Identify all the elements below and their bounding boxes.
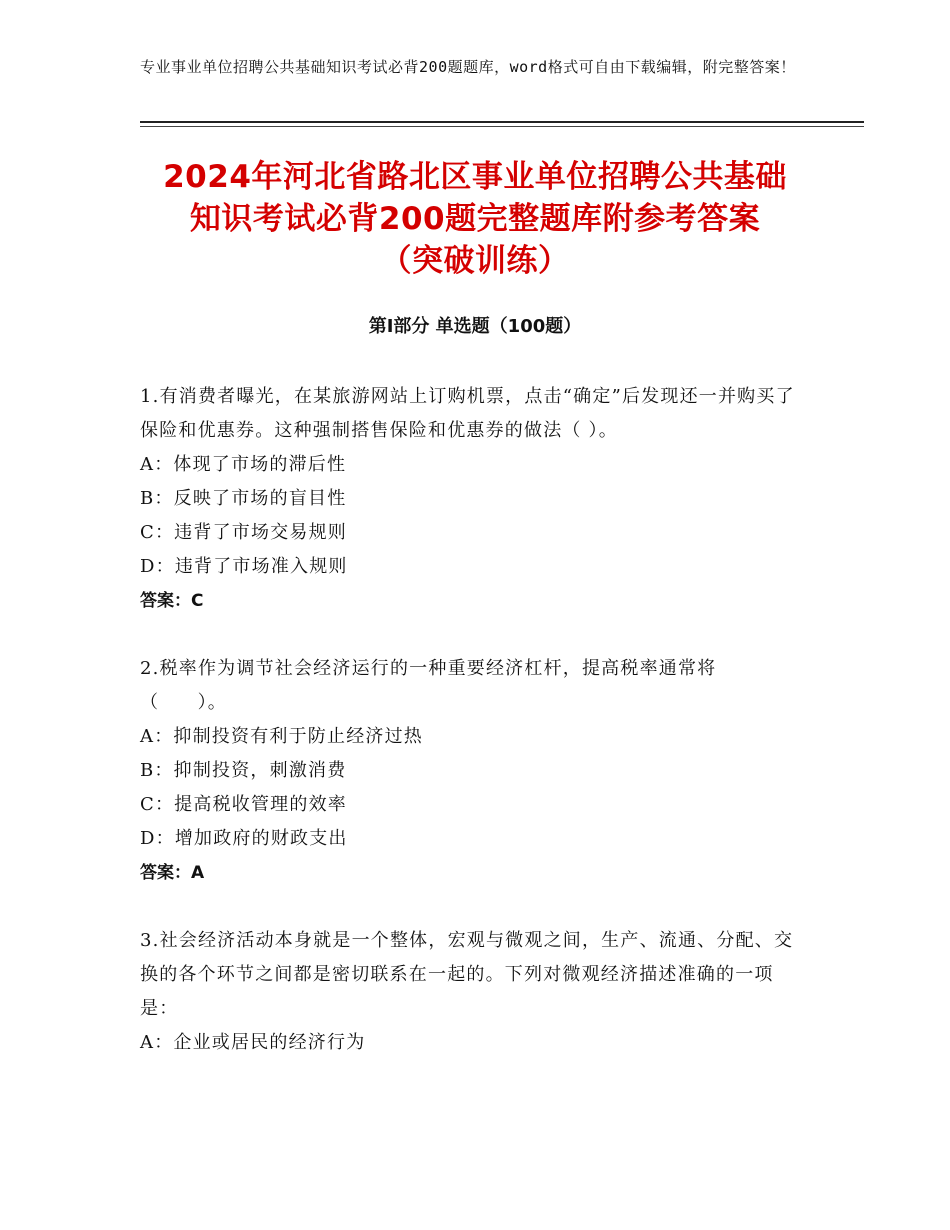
header-note: 专业事业单位招聘公共基础知识考试必背200题题库，word格式可自由下载编辑，附完整答案！	[140, 58, 796, 76]
header-divider-thick	[140, 121, 864, 123]
option-d: D：增加政府的财政支出	[140, 828, 348, 849]
question-spacer	[140, 890, 800, 924]
option-b: B：抑制投资，刺激消费	[140, 760, 347, 781]
document-title	[120, 156, 830, 282]
option-c: C：提高税收管理的效率	[140, 794, 347, 815]
option-b: B：反映了市场的盲目性	[140, 488, 347, 509]
option-d: D：违背了市场准入规则	[140, 556, 348, 577]
title-line: 2024年河北省路北区事业单位招聘公共基础	[163, 159, 787, 195]
question-item	[140, 924, 800, 1060]
question-stem: 1.有消费者曝光，在某旅游网站上订购机票，点击“确定”后发现还一并购买了保险和优惠券。这种强制搭售保险和优惠券的做法（ ）。	[140, 386, 795, 441]
question-list	[140, 380, 800, 1060]
question-item	[140, 380, 800, 618]
option-a: A：抑制投资有利于防止经济过热	[140, 726, 423, 747]
answer-label: 答案：A	[140, 863, 205, 883]
option-c: C：违背了市场交易规则	[140, 522, 347, 543]
question-stem: 3.社会经济活动本身就是一个整体，宏观与微观之间，生产、流通、分配、交换的各个环节之间都是密切联系在一起的。下列对微观经济描述准确的一项是：	[140, 930, 794, 1019]
question-item	[140, 652, 800, 890]
option-a: A：体现了市场的滞后性	[140, 454, 347, 475]
header-divider-thin	[140, 126, 864, 127]
title-line: 知识考试必背200题完整题库附参考答案	[189, 201, 761, 237]
title-line: （突破训练）	[380, 243, 570, 279]
question-spacer	[140, 618, 800, 652]
question-stem: 2.税率作为调节社会经济运行的一种重要经济杠杆，提高税率通常将（ ）。	[140, 658, 717, 713]
answer-label: 答案：C	[140, 591, 204, 611]
section-title: 第Ⅰ部分 单选题（100题）	[368, 316, 582, 337]
option-a: A：企业或居民的经济行为	[140, 1032, 366, 1053]
